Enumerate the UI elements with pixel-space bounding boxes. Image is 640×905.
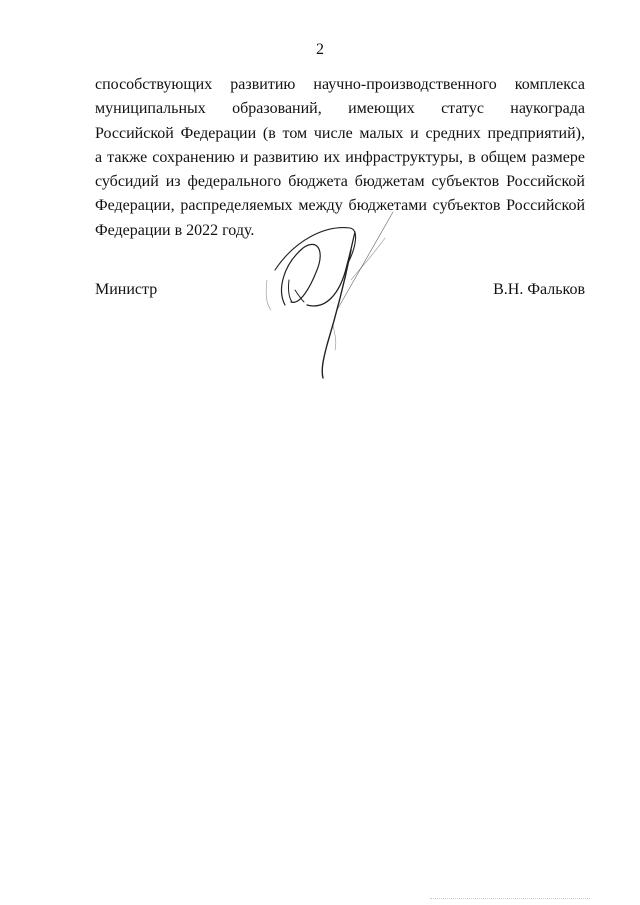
signatory-title: Министр (95, 281, 158, 298)
paragraph-line: муниципальных образований, имеющих статус наукограда (95, 100, 585, 118)
paragraph-line: способствующих развитию научно-производственного комплекса (95, 76, 585, 93)
paragraph-line: Федерации в 2022 году. (95, 221, 255, 239)
paragraph-line: субсидий из федерального бюджета бюджетам субъектов Российской (95, 173, 585, 191)
paragraph-line: Российской Федерации (в том числе малых и средних предприятий), (95, 124, 585, 142)
scan-edge-mark (430, 898, 590, 900)
paragraph-line: Федерации, распределяемых между бюджетами субъектов Российской (95, 197, 585, 215)
page-number: 2 (316, 41, 324, 58)
handwritten-signature (255, 210, 415, 385)
paragraph-line: а также сохранению и развитию их инфраструктуры, в общем размере (95, 148, 585, 166)
signatory-name: В.Н. Фальков (493, 281, 585, 298)
